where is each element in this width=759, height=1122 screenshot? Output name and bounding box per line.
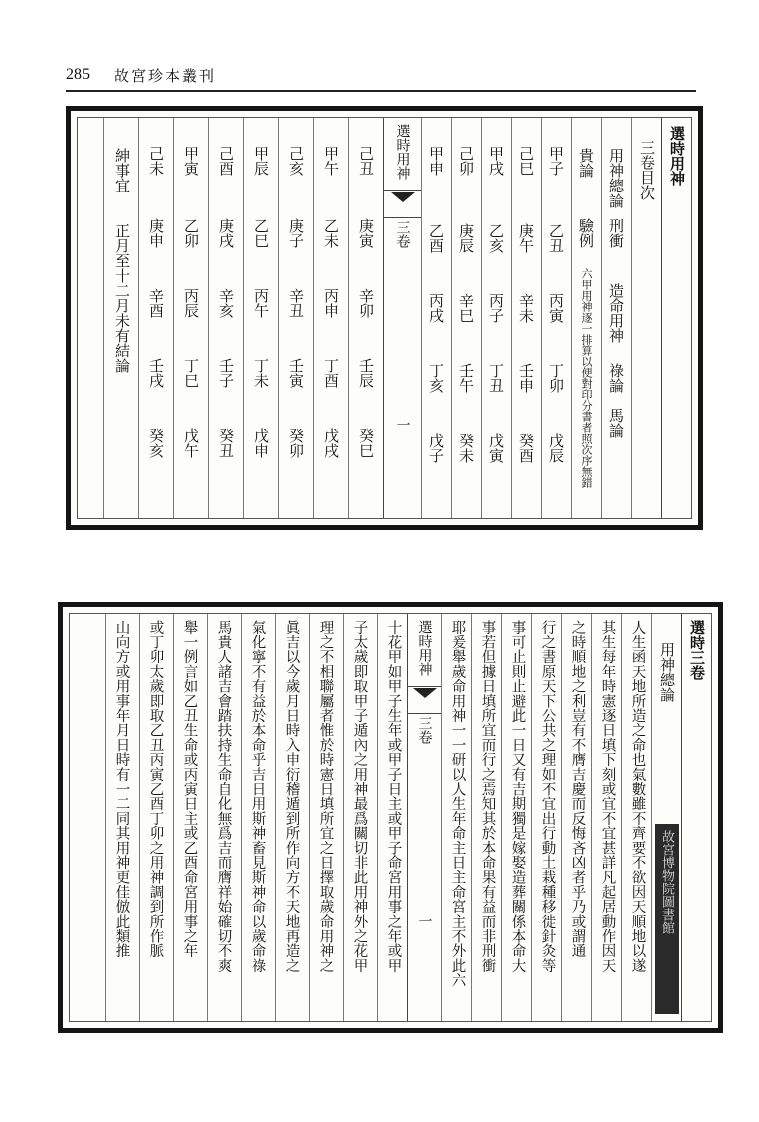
fish-tail-triangle: [391, 192, 415, 202]
ganzhi-cell: 庚戌: [217, 218, 235, 248]
ganzhi-cell: 己丑: [357, 146, 375, 176]
ganzhi-cell: 丁卯: [547, 363, 565, 393]
ganzhi-column: [278, 118, 313, 518]
library-stamp: [655, 824, 679, 1014]
ganzhi-cell: 己卯: [457, 146, 475, 176]
bottom-page-frame: [69, 613, 712, 1022]
ganzhi-column: [138, 118, 173, 518]
text-line: 眞吉以今歲月日時入申衍稽遁到所作向方不天地再造之: [283, 620, 300, 973]
text-column: [207, 614, 241, 1021]
top-page-frame: [77, 117, 692, 519]
top-book-page: [66, 106, 703, 530]
text-column: [501, 614, 531, 1021]
spine-volume: 三卷: [394, 220, 411, 248]
spine-column: [407, 614, 441, 1021]
margin-column: [681, 614, 711, 1021]
ganzhi-cell: 戊子: [427, 433, 445, 463]
ganzhi-cell: 乙丑: [547, 223, 565, 253]
spine-column: [383, 118, 421, 518]
text-column: [441, 614, 471, 1021]
ganzhi-column: [173, 118, 208, 518]
heading-column: [651, 614, 681, 1021]
spine-title: 選時用神: [394, 124, 411, 180]
toc-item: 刑衝: [607, 218, 625, 248]
toc-item: 造命用神: [607, 283, 625, 343]
ganzhi-cell: 辛亥: [217, 288, 235, 318]
ganzhi-cell: 乙未: [322, 218, 340, 248]
text-line: 事可止則止避此一日又有吉期獨是嫁娶造葬關係本命大: [509, 620, 526, 973]
ganzhi-cell: 辛丑: [287, 288, 305, 318]
text-line: 行之書原天下公共之理如不宜出行動土栽種移徙針灸等: [539, 620, 556, 973]
fish-tail-mark: [384, 190, 421, 218]
ganzhi-cell: 壬辰: [357, 358, 375, 388]
title-column: [661, 118, 691, 518]
text-column: [591, 614, 621, 1021]
ganzhi-cell: 壬申: [517, 363, 535, 393]
closing-note: 紳事宜: [113, 148, 131, 193]
ganzhi-cell: 癸酉: [517, 433, 535, 463]
text-line: 其生每年時憲逐日填下刻或宜不宜甚詳凡起居動作因天: [599, 620, 616, 973]
text-column: [275, 614, 309, 1021]
toc-item: 貴論: [577, 148, 595, 178]
ganzhi-cell: 壬寅: [287, 358, 305, 388]
ganzhi-cell: 己亥: [287, 146, 305, 176]
text-column: [621, 614, 651, 1021]
ganzhi-cell: 甲子: [547, 146, 565, 176]
ganzhi-cell: 丙戌: [427, 293, 445, 323]
text-line: 耶爰舉歲命用神一一研以人生年命主日主命宮主不外此六: [449, 620, 466, 988]
running-header: [66, 60, 696, 92]
ganzhi-cell: 庚午: [517, 223, 535, 253]
text-column: [377, 614, 411, 1021]
text-column: [343, 614, 377, 1021]
ganzhi-cell: 戊戌: [322, 428, 340, 458]
ganzhi-cell: 己未: [147, 146, 165, 176]
text-line: 山向方或用事年月日時有一二同其用神更佳倣此類推: [113, 620, 130, 959]
text-line: 或丁卯太歲即取乙丑丙寅乙酉丁卯之用神調到所作脈: [147, 620, 164, 959]
fish-tail-triangle: [413, 688, 437, 698]
page-number: 285: [66, 66, 90, 83]
library-stamp-text: 故宮博物院圖書館: [659, 830, 674, 934]
ganzhi-cell: 辛巳: [457, 293, 475, 323]
toc-item: 祿論: [607, 363, 625, 393]
toc-item: 馬論: [607, 408, 625, 438]
ganzhi-cell: 丙子: [487, 293, 505, 323]
text-column: [139, 614, 173, 1021]
ganzhi-cell: 戊辰: [547, 433, 565, 463]
title-block: 選時用神: [668, 126, 686, 186]
ganzhi-cell: 甲戌: [487, 146, 505, 176]
ganzhi-cell: 壬午: [457, 363, 475, 393]
ganzhi-cell: 甲辰: [252, 146, 270, 176]
ganzhi-cell: 癸巳: [357, 428, 375, 458]
ganzhi-cell: 壬戌: [147, 358, 165, 388]
text-line: 之時順地之利豈有不膺吉慶而反悔吝凶者乎乃或謂通: [569, 620, 586, 959]
ganzhi-cell: 辛卯: [357, 288, 375, 318]
margin-title: 選時三卷: [688, 620, 706, 680]
ganzhi-cell: 庚寅: [357, 218, 375, 248]
ganzhi-cell: 甲申: [427, 146, 445, 176]
closing-note: 正月至十二月未有結論: [113, 223, 131, 373]
text-line: 馬貴人諸吉會踏扶持生命自化無爲吉而膺祥始確切不爽: [215, 620, 232, 973]
ganzhi-cell: 辛酉: [147, 288, 165, 318]
ganzhi-cell: 甲午: [322, 146, 340, 176]
ganzhi-cell: 丙申: [322, 288, 340, 318]
ganzhi-cell: 丁丑: [487, 363, 505, 393]
ganzhi-cell: 癸丑: [217, 428, 235, 458]
text-column: [173, 614, 207, 1021]
text-line: 十花甲如甲子生年或甲子日主或甲子命宮用事之年或甲: [385, 620, 402, 973]
text-column: [561, 614, 591, 1021]
fish-tail-mark: [408, 686, 441, 714]
ganzhi-cell: 戊寅: [487, 433, 505, 463]
toc-note: 六甲用神逐一排算以便對印分書者照次序無錯: [580, 268, 593, 488]
spine-leaf: 一: [416, 914, 433, 928]
ganzhi-cell: 乙巳: [252, 218, 270, 248]
ganzhi-column: [208, 118, 243, 518]
ganzhi-cell: 丁未: [252, 358, 270, 388]
ganzhi-cell: 癸卯: [287, 428, 305, 458]
ganzhi-cell: 己巳: [517, 146, 535, 176]
ganzhi-cell: 壬子: [217, 358, 235, 388]
ganzhi-cell: 庚子: [287, 218, 305, 248]
text-line: 人生函天地所造之命也氣數雖不齊要不欲因天順地以遂: [629, 620, 646, 973]
spine-title: 選時用神: [416, 620, 433, 676]
bottom-book-page: [58, 602, 723, 1033]
ganzhi-column: [348, 118, 383, 518]
ganzhi-cell: 庚辰: [457, 223, 475, 253]
text-column: [309, 614, 343, 1021]
text-line: 理之不相聯屬者惟於時憲日填所宜之日擇取歲命用神之: [317, 620, 334, 973]
toc-label-column: [631, 118, 661, 518]
toc-item: 用神總論: [607, 148, 625, 208]
ganzhi-cell: 丙寅: [547, 293, 565, 323]
ganzhi-cell: 甲寅: [182, 146, 200, 176]
text-column: [531, 614, 561, 1021]
ganzhi-cell: 丙午: [252, 288, 270, 318]
text-line: 事若但據日填所宜而行之焉知其於本命果有益而非刑衝: [479, 620, 496, 973]
ganzhi-cell: 辛未: [517, 293, 535, 323]
ganzhi-column: [243, 118, 278, 518]
text-line: 子太歲即取甲子遁內之用神最爲關切非此用神外之花甲: [351, 620, 368, 973]
section-label: 三卷目次: [638, 140, 656, 200]
ganzhi-cell: 乙酉: [427, 223, 445, 253]
ganzhi-cell: 丁巳: [182, 358, 200, 388]
spine-volume: 三卷: [416, 716, 433, 744]
ganzhi-cell: 癸亥: [147, 428, 165, 458]
publication-title: 故宮珍本叢刊: [114, 67, 217, 85]
text-line: 舉一例言如乙丑生命或丙寅日主或乙酉命宮用事之年: [181, 620, 198, 959]
ganzhi-cell: 庚申: [147, 218, 165, 248]
ganzhi-cell: 乙亥: [487, 223, 505, 253]
ganzhi-cell: 戊申: [252, 428, 270, 458]
spine-leaf: 一: [394, 418, 411, 432]
text-column: [471, 614, 501, 1021]
text-line: 氣化寧不有益於本命乎吉日用斯神畜見斯神命以歲命祿: [249, 620, 266, 973]
ganzhi-column: [313, 118, 348, 518]
ganzhi-cell: 戊午: [182, 428, 200, 458]
ganzhi-cell: 癸未: [457, 433, 475, 463]
ganzhi-cell: 乙卯: [182, 218, 200, 248]
ganzhi-cell: 己酉: [217, 146, 235, 176]
section-heading: 用神總論: [658, 642, 676, 702]
toc-item: 驗例: [577, 218, 595, 248]
ganzhi-cell: 丁酉: [322, 358, 340, 388]
text-column: [241, 614, 275, 1021]
ganzhi-cell: 丙辰: [182, 288, 200, 318]
ganzhi-cell: 丁亥: [427, 363, 445, 393]
text-column: [105, 614, 139, 1021]
